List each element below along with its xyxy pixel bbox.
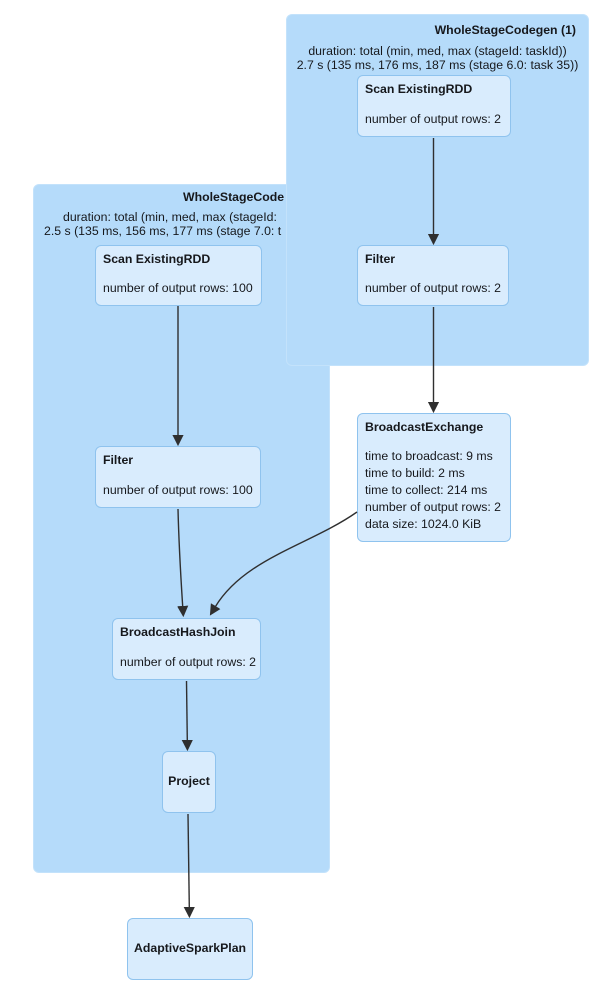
node-filter-1: [357, 245, 509, 306]
node-metric: number of output rows: 100: [103, 483, 253, 497]
node-title: Filter: [103, 453, 134, 467]
node-metric: number of output rows: 2: [120, 655, 257, 669]
node-broadcast-exchange: [357, 413, 511, 542]
cluster-wholestagecodegen-1: [286, 14, 589, 366]
node-metric: number of output rows: 100: [103, 281, 253, 295]
node-project: [162, 751, 216, 813]
node-title: Scan ExistingRDD: [103, 252, 211, 266]
node-metric: number of output rows: 2: [365, 500, 502, 514]
node-metric: data size: 1024.0 KiB: [365, 517, 482, 531]
duration-label: duration: total (min, med, max (stageId: taskId)): [308, 44, 567, 58]
node-title: BroadcastHashJoin: [120, 625, 236, 639]
node-scan-existingrdd-2: [95, 245, 262, 306]
node-metric: number of output rows: 2: [365, 112, 502, 126]
node-adaptive-spark-plan: [127, 918, 253, 980]
node-metric: time to build: 2 ms: [365, 466, 465, 480]
node-metric: time to collect: 214 ms: [365, 483, 488, 497]
duration-label: duration: total (min, med, max (stageId:: [63, 210, 277, 224]
node-title: BroadcastExchange: [365, 420, 484, 434]
node-scan-existingrdd-1: [357, 75, 511, 137]
cluster-title: WholeStageCode: [183, 190, 285, 204]
node-broadcast-hash-join: [112, 618, 261, 680]
node-title: Project: [168, 773, 210, 788]
node-title: Scan ExistingRDD: [365, 82, 473, 96]
duration-value: 2.5 s (135 ms, 156 ms, 177 ms (stage 7.0: t: [44, 224, 282, 238]
node-metric: number of output rows: 2: [365, 281, 502, 295]
cluster-title: WholeStageCodegen (1): [434, 23, 576, 37]
node-metrics: [365, 448, 503, 533]
node-filter-2: [95, 446, 261, 508]
node-title: Filter: [365, 252, 396, 266]
cluster-duration: [287, 44, 588, 72]
node-title: AdaptiveSparkPlan: [133, 940, 247, 955]
duration-value: 2.7 s (135 ms, 176 ms, 187 ms (stage 6.0: task 35)): [296, 58, 579, 72]
node-metric: time to broadcast: 9 ms: [365, 449, 493, 463]
